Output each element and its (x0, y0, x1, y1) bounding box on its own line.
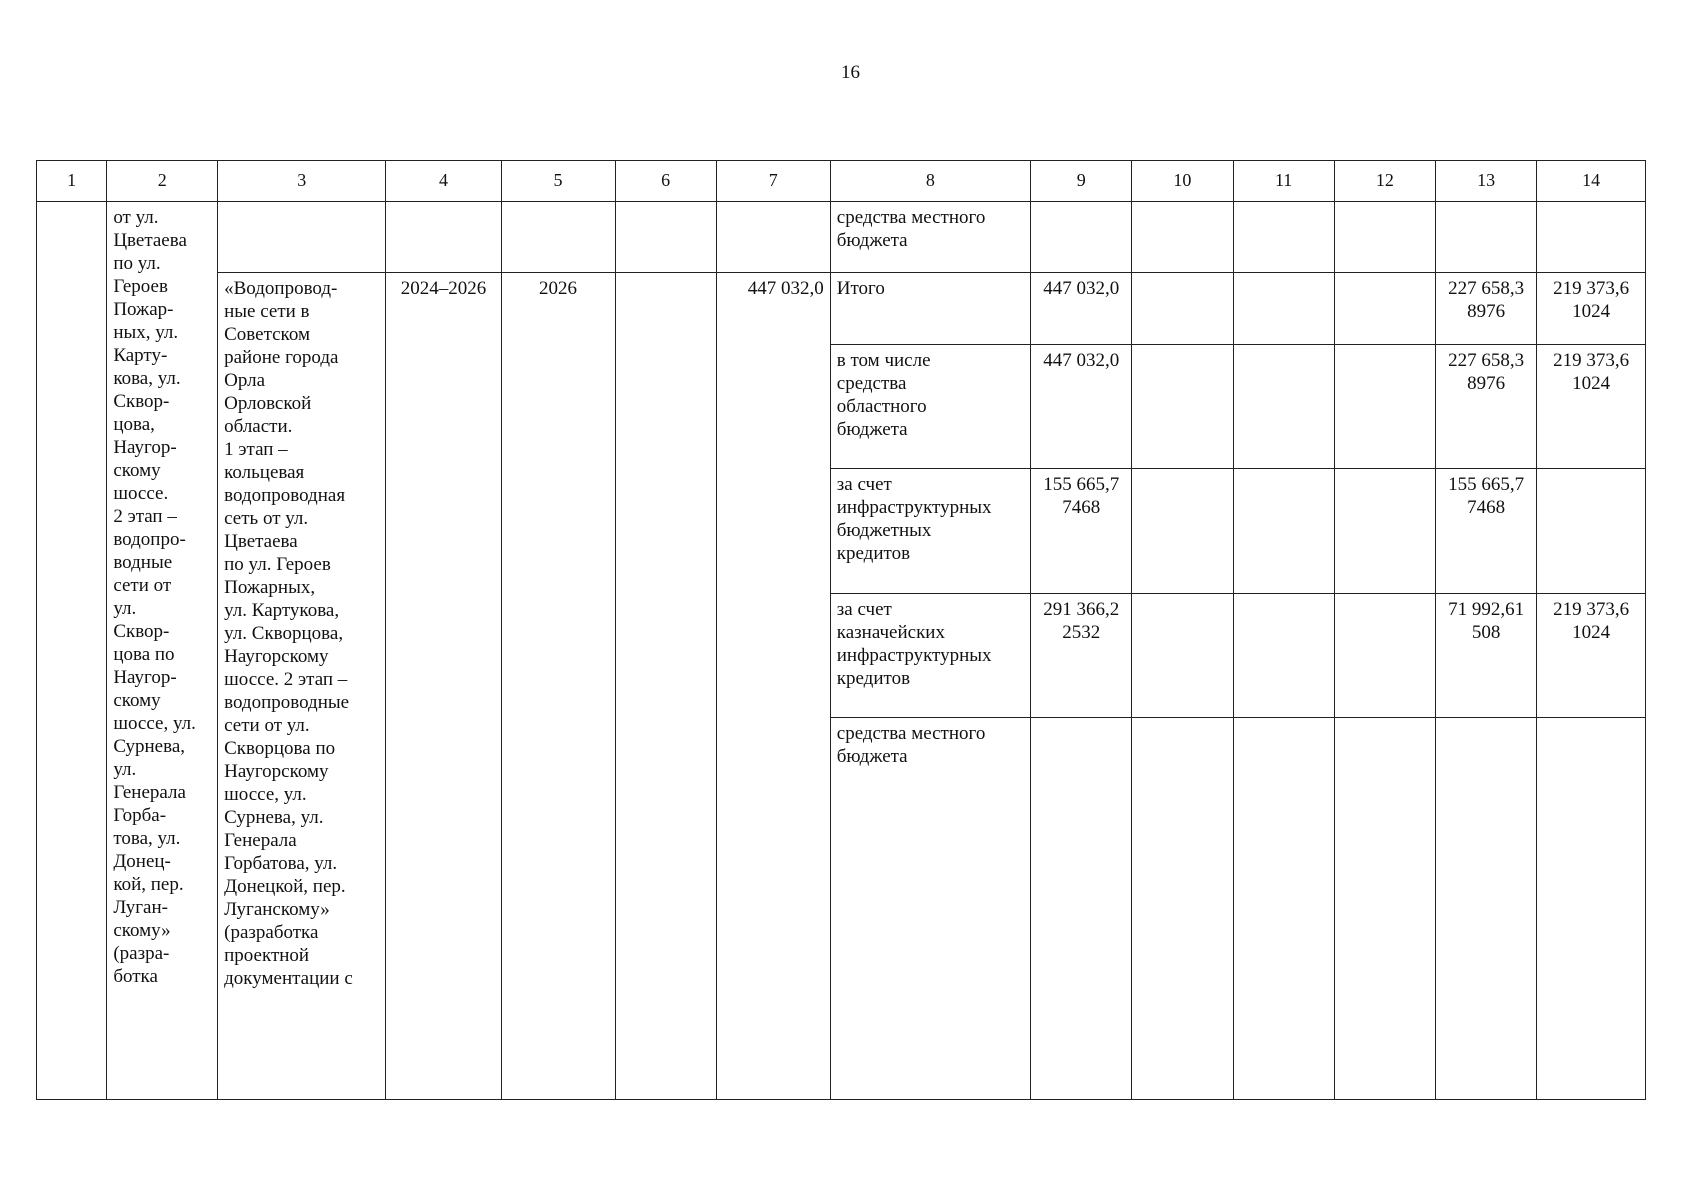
cell-funding-source: средства местного бюджета (830, 718, 1030, 1100)
cell-col13: 71 992,61 508 (1435, 593, 1536, 718)
cell-col9 (1031, 201, 1132, 272)
cell-col9: 291 366,2 2532 (1031, 593, 1132, 718)
cell-col14 (1537, 469, 1646, 594)
cell-col14: 219 373,6 1024 (1537, 273, 1646, 344)
table-row (37, 201, 1646, 272)
cell-col9: 447 032,0 (1031, 273, 1132, 344)
cell-object-name: «Водопровод- ные сети в Советском районе города Орла Орловской области. 1 этап – кольцевая водопроводная сеть от ул. Цветаева по ул. Героев Пожарных, ул. Картукова, ул. Скворцова, Наугорскому шоссе. 2 этап – водопроводные сети от ул. Скворцова по Наугорскому шоссе, ул. Сурнева, ул. Генерала Горбатова, ул. Донецкой, пер. Луганскому» (разработка проектной документации с (218, 273, 386, 1100)
header-cell: 7 (716, 161, 830, 202)
header-cell: 9 (1031, 161, 1132, 202)
cell-col13: 227 658,3 8976 (1435, 344, 1536, 469)
cell-col4-empty (386, 201, 501, 272)
cell-col13: 227 658,3 8976 (1435, 273, 1536, 344)
cell-col12 (1334, 344, 1435, 469)
cell-col9: 155 665,7 7468 (1031, 469, 1132, 594)
cell-col14 (1537, 718, 1646, 1100)
cell-year: 2026 (501, 273, 615, 1100)
cell-col11 (1233, 469, 1334, 594)
header-cell: 11 (1233, 161, 1334, 202)
header-cell: 2 (107, 161, 218, 202)
header-cell: 5 (501, 161, 615, 202)
cell-col14: 219 373,6 1024 (1537, 593, 1646, 718)
cell-col12 (1334, 201, 1435, 272)
header-row (37, 161, 1646, 202)
header-cell: 6 (615, 161, 716, 202)
header-cell: 3 (218, 161, 386, 202)
header-cell: 12 (1334, 161, 1435, 202)
cell-col11 (1233, 273, 1334, 344)
cell-col11 (1233, 593, 1334, 718)
table-row (37, 273, 1646, 344)
cell-col13 (1435, 718, 1536, 1100)
header-cell: 13 (1435, 161, 1536, 202)
cell-col10 (1132, 201, 1233, 272)
cell-col12 (1334, 593, 1435, 718)
cell-col9 (1031, 718, 1132, 1100)
cell-col9: 447 032,0 (1031, 344, 1132, 469)
header-cell: 4 (386, 161, 501, 202)
cell-col10 (1132, 593, 1233, 718)
cell-cost: 447 032,0 (716, 273, 830, 1100)
cell-col6 (615, 273, 716, 1100)
cell-col10 (1132, 273, 1233, 344)
cell-col12 (1334, 718, 1435, 1100)
cell-col10 (1132, 469, 1233, 594)
cell-col11 (1233, 201, 1334, 272)
cell-col10 (1132, 344, 1233, 469)
cell-funding-source: Итого (830, 273, 1030, 344)
header-cell: 14 (1537, 161, 1646, 202)
cell-funding-source: в том числе средства областного бюджета (830, 344, 1030, 469)
cell-col12 (1334, 469, 1435, 594)
cell-col13: 155 665,7 7468 (1435, 469, 1536, 594)
cell-col6-empty (615, 201, 716, 272)
cell-col14: 219 373,6 1024 (1537, 344, 1646, 469)
cell-funding-source: за счет казначейских инфраструктурных кредитов (830, 593, 1030, 718)
cell-col3-empty (218, 201, 386, 272)
cell-object-description-continued: от ул. Цветаева по ул. Героев Пожар- ных, ул. Карту- кова, ул. Сквор- цова, Наугор- скому шоссе. 2 этап – водопро- водные сети от ул. Сквор- цова по Наугор- скому шоссе, ул. Сурнева, ул. Генерала Горба- това, ул. Донец- кой, пер. Луган- скому» (разра- ботка (107, 201, 218, 1099)
cell-period: 2024–2026 (386, 273, 501, 1100)
cell-col13 (1435, 201, 1536, 272)
cell-col12 (1334, 273, 1435, 344)
cell-col10 (1132, 718, 1233, 1100)
page-number: 16 (841, 62, 860, 83)
cell-funding-source: средства местного бюджета (830, 201, 1030, 272)
cell-col11 (1233, 718, 1334, 1100)
financing-table (36, 160, 1646, 1100)
cell-funding-source: за счет инфраструктурных бюджетных кредитов (830, 469, 1030, 594)
cell-col5-empty (501, 201, 615, 272)
cell-col11 (1233, 344, 1334, 469)
cell-col1 (37, 201, 107, 1099)
header-cell: 1 (37, 161, 107, 202)
header-cell: 10 (1132, 161, 1233, 202)
cell-col7-empty (716, 201, 830, 272)
header-cell: 8 (830, 161, 1030, 202)
cell-col14 (1537, 201, 1646, 272)
